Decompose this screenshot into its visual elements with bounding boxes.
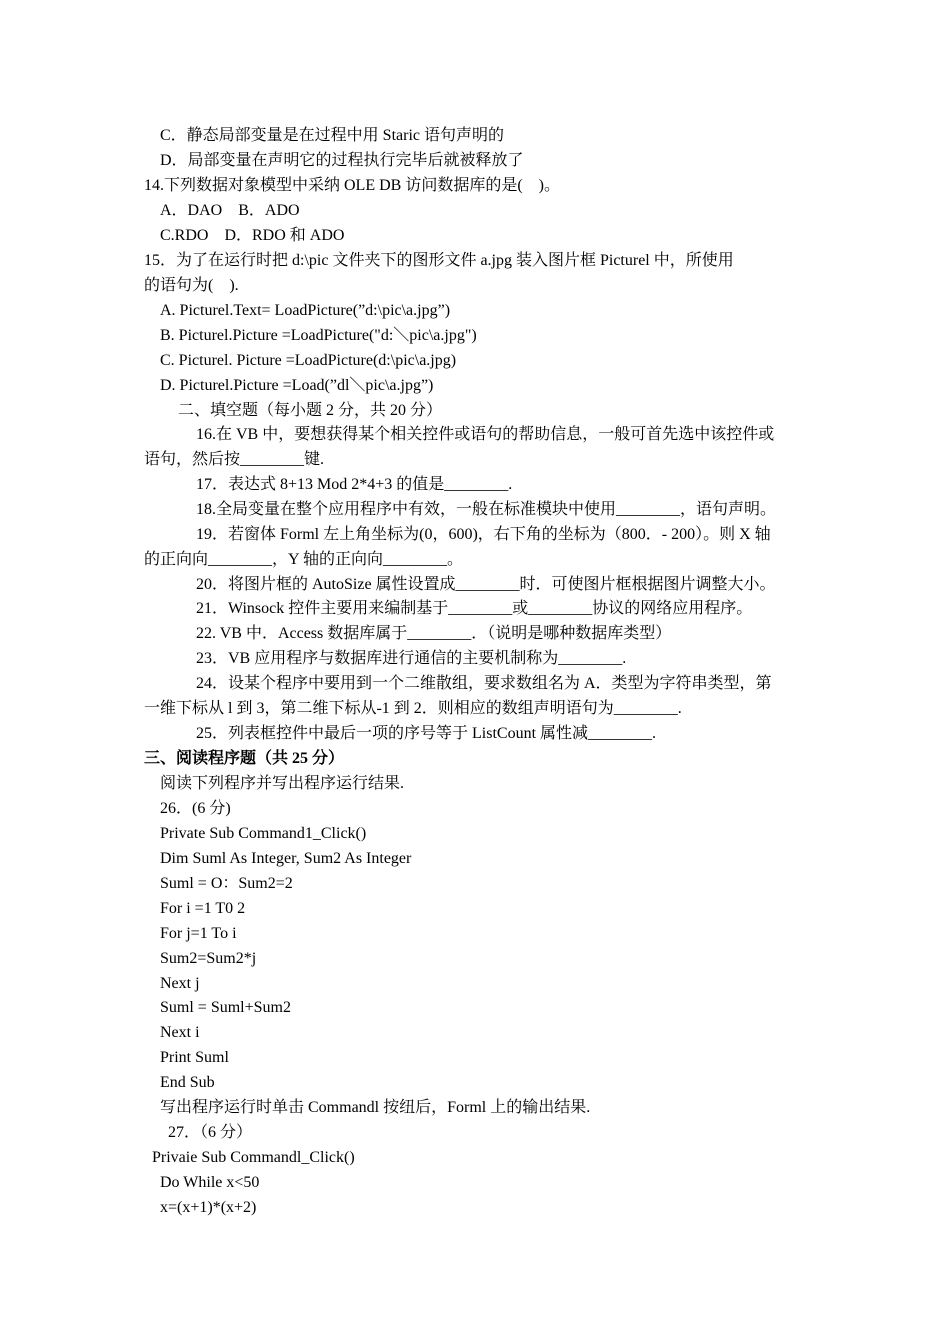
question-16: 16.在 VB 中，要想获得某个相关控件或语句的帮助信息，一般可首先选中该控件或	[196, 426, 775, 443]
question-26-instruction: 写出程序运行时单击 Commandl 按纽后，Forml 上的输出结果.	[160, 1099, 591, 1116]
question-19: 19．若窗体 Forml 左上角坐标为(0，600)，右下角的坐标为（800．- 200）。则 X 轴	[196, 526, 771, 543]
question-25: 25．列表框控件中最后一项的序号等于 ListCount 属性减________.	[196, 725, 657, 742]
question-14: 14.下列数据对象模型中采纳 OLE DB 访问数据库的是( )。	[144, 177, 560, 194]
code-line-26-11: End Sub	[160, 1074, 215, 1091]
question-16-continued: 语句，然后按________键.	[144, 451, 325, 468]
question-21: 21．Winsock 控件主要用来编制基于________或________协议的网络应用程序。	[196, 600, 753, 617]
code-line-27-2: Do While x<50	[160, 1174, 260, 1191]
code-line-27-1: Privaie Sub Commandl_Click()	[152, 1149, 355, 1166]
section-2-heading: 二、填空题（每小题 2 分，共 20 分）	[178, 402, 443, 419]
code-line-26-10: Print Suml	[160, 1049, 229, 1066]
question-19-continued: 的正向向________，Y 轴的正向向________。	[144, 551, 463, 568]
code-line-26-8: Suml = Suml+Sum2	[160, 999, 291, 1016]
question-18: 18.全局变量在整个应用程序中有效，一般在标准模块中使用________，语句声明。	[196, 501, 777, 518]
code-line-26-9: Next i	[160, 1024, 200, 1041]
question-15-option-b: B. Picturel.Picture =LoadPicture("d:＼pic\a.jpg")	[160, 327, 477, 344]
section-3-heading: 三、阅读程序题（共 25 分）	[144, 750, 345, 767]
code-line-26-6: Sum2=Sum2*j	[160, 950, 257, 967]
code-line-26-4: For i =1 T0 2	[160, 900, 246, 917]
question-23: 23．VB 应用程序与数据库进行通信的主要机制称为________.	[196, 650, 627, 667]
question-15: 15．为了在运行时把 d:\pic 文件夹下的图形文件 a.jpg 装入图片框 Picturel 中，所使用	[144, 252, 734, 269]
question-15-option-a: A. Picturel.Text= LoadPicture(”d:\pic\a.jpg”)	[160, 302, 451, 319]
section-3-instruction: 阅读下列程序并写出程序运行结果.	[160, 775, 405, 792]
question-17: 17．表达式 8+13 Mod 2*4+3 的值是________.	[196, 476, 513, 493]
question-15-option-d: D. Picturel.Picture =Load(”dl＼pic\a.jpg”)	[160, 377, 434, 394]
option-c-line: C．静态局部变量是在过程中用 Staric 语句声明的	[160, 127, 504, 144]
question-24-continued: 一维下标从 l 到 3，第二维下标从-1 到 2．则相应的数组声明语句为________.	[144, 700, 682, 717]
question-15-continued: 的语句为( ).	[144, 277, 239, 294]
code-line-26-3: Suml = O：Sum2=2	[160, 875, 293, 892]
code-line-26-7: Next j	[160, 975, 200, 992]
question-14-options-cd: C.RDO D．RDO 和 ADO	[160, 227, 345, 244]
question-20: 20．将图片框的 AutoSize 属性设置成________时．可使图片框根据图片调整大小。	[196, 576, 776, 593]
question-26-heading: 26．(6 分)	[160, 800, 231, 817]
option-d-line: D．局部变量在声明它的过程执行完毕后就被释放了	[160, 152, 524, 169]
question-24: 24．设某个程序中要用到一个二维散组，要求数组名为 A．类型为字符串类型，第	[196, 675, 772, 692]
code-line-26-1: Private Sub Command1_Click()	[160, 825, 367, 842]
code-line-27-3: x=(x+1)*(x+2)	[160, 1199, 257, 1216]
question-15-option-c: C. Picturel. Picture =LoadPicture(d:\pic\a.jpg)	[160, 352, 457, 369]
code-line-26-5: For j=1 To i	[160, 925, 237, 942]
question-27-heading: 27．（6 分）	[168, 1124, 253, 1141]
question-14-options-ab: A．DAO B．ADO	[160, 202, 300, 219]
code-line-26-2: Dim Suml As Integer, Sum2 As Integer	[160, 850, 412, 867]
question-22: 22. VB 中．Access 数据库属于________．（说明是哪种数据库类型）	[196, 625, 672, 642]
